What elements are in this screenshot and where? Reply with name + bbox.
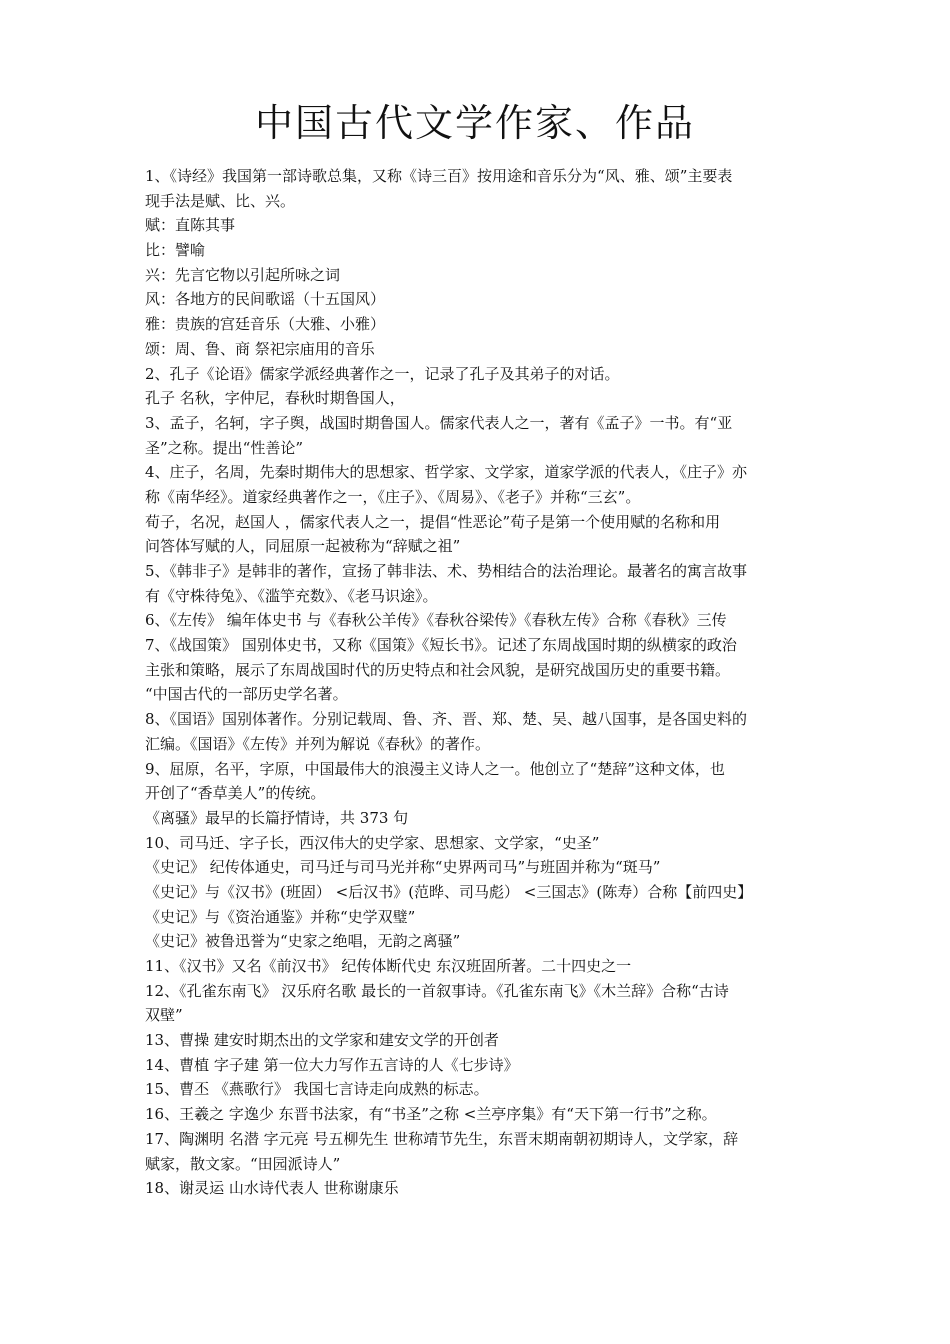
text-line: 《离骚》最早的长篇抒情诗，共 373 句 xyxy=(145,808,409,827)
text-line: 主张和策略，展示了东周战国时代的历史特点和社会风貌，是研究战国历史的重要书籍。 xyxy=(145,660,731,679)
document-title: 中国古代文学作家、作品 xyxy=(254,101,695,145)
text-line: 比：譬喻 xyxy=(145,241,206,260)
text-line: 4、庄子，名周，先秦时期伟大的思想家、哲学家、文学家，道家学派的代表人，《庄子》亦 xyxy=(145,463,748,482)
text-line: 11、《汉书》又名《前汉书》 纪传体断代史 东汉班固所著。二十四史之一 xyxy=(145,957,632,975)
text-line: 《史记》与《汉书》(班固） <后汉书》(范晔、司马彪） <三国志》(陈寿）合称【前四史】 xyxy=(145,882,753,901)
text-line: 10、司马迁、字子长，西汉伟大的史学家、思想家、文学家，“史圣” xyxy=(145,833,600,852)
document-body xyxy=(145,164,810,1201)
text-line: 7、《战国策》 国别体史书，又称《国策》《短长书》。记述了东周战国时期的纵横家的政治 xyxy=(145,636,737,655)
text-line: 问答体写赋的人，同屈原一起被称为“辞赋之祖” xyxy=(145,537,461,556)
text-line: 赋：直陈其事 xyxy=(145,216,236,235)
text-line: 颂：周、鲁、商 祭祀宗庙用的音乐 xyxy=(145,339,375,358)
text-line: 《史记》 纪传体通史，司马迁与司马光并称“史界两司马”与班固并称为“斑马” xyxy=(145,858,661,877)
text-line: 雅：贵族的宫廷音乐（大雅、小雅） xyxy=(145,315,386,334)
text-line: 现手法是赋、比、兴。 xyxy=(145,191,296,210)
text-line: 5、《韩非子》是韩非的著作，宣扬了韩非法、术、势相结合的法治理论。最著名的寓言故事 xyxy=(145,562,748,580)
text-line: 《史记》与《资治通鉴》并称“史学双璧” xyxy=(145,907,416,926)
text-line: 称《南华经》。道家经典著作之一，《庄子》、《周易》、《老子》并称“三玄”。 xyxy=(145,487,641,506)
text-line: 13、曹操 建安时期杰出的文学家和建安文学的开创者 xyxy=(145,1031,499,1050)
text-line: 6、《左传》 编年体史书 与《春秋公羊传》《春秋谷梁传》《春秋左传》合称《春秋》三传 xyxy=(145,611,727,630)
text-line: 14、曹植 字子建 第一位大力写作五言诗的人《七步诗》 xyxy=(145,1055,519,1074)
text-line: 双壁” xyxy=(145,1006,183,1025)
text-line: 12、《孔雀东南飞》 汉乐府名歌 最长的一首叙事诗。《孔雀东南飞》《木兰辞》合称“古诗 xyxy=(145,981,729,1000)
text-line: 兴：先言它物以引起所咏之词 xyxy=(145,265,341,284)
text-line: 《史记》被鲁迅誉为“史家之绝唱，无韵之离骚” xyxy=(145,932,461,951)
text-line: 9、屈原，名平，字原，中国最伟大的浪漫主义诗人之一。他创立了“楚辞”这种文体，也 xyxy=(145,759,725,778)
text-line: 赋家，散文家。“田园派诗人” xyxy=(145,1154,341,1173)
text-line: 18、谢灵运 山水诗代表人 世称谢康乐 xyxy=(145,1179,399,1198)
text-line: 荀子，名况，赵国人 ，儒家代表人之一，提倡“性恶论”荀子是第一个使用赋的名称和用 xyxy=(145,512,721,531)
text-line: 圣”之称。提出“性善论” xyxy=(145,438,304,457)
text-line: 开创了“香草美人”的传统。 xyxy=(145,784,326,803)
text-line: 8、《国语》国别体著作。分别记载周、鲁、齐、晋、郑、楚、吴、越八国事，是各国史料的 xyxy=(145,710,748,729)
text-line: 风：各地方的民间歌谣（十五国风） xyxy=(145,290,386,309)
text-line: 17、陶渊明 名潜 字元亮 号五柳先生 世称靖节先生，东晋末期南朝初期诗人，文学家，辞 xyxy=(145,1129,739,1148)
text-line: 15、曹丕 《燕歌行》 我国七言诗走向成熟的标志。 xyxy=(145,1080,489,1099)
text-line: 1、《诗经》我国第一部诗歌总集，又称《诗三百》按用途和音乐分为“风、雅、颂”主要表 xyxy=(145,167,733,185)
text-line: 16、王羲之 字逸少 东晋书法家，有“书圣”之称 <兰亭序集》有“天下第一行书”之称。 xyxy=(145,1105,717,1124)
text-line: 有《守株待兔》、《滥竽充数》、《老马识途》。 xyxy=(145,586,438,605)
text-line: “中国古代的一部历史学名著。 xyxy=(145,685,348,704)
text-line: 2、孔子《论语》儒家学派经典著作之一，记录了孔子及其弟子的对话。 xyxy=(145,364,620,383)
text-line: 汇编。《国语》《左传》并列为解说《春秋》的著作。 xyxy=(145,734,491,753)
text-line: 3、孟子，名轲，字子舆，战国时期鲁国人。儒家代表人之一，著有《孟子》一书。有“亚 xyxy=(145,413,733,432)
text-line: 孔子 名秋，字仲尼，春秋时期鲁国人， xyxy=(145,389,405,408)
